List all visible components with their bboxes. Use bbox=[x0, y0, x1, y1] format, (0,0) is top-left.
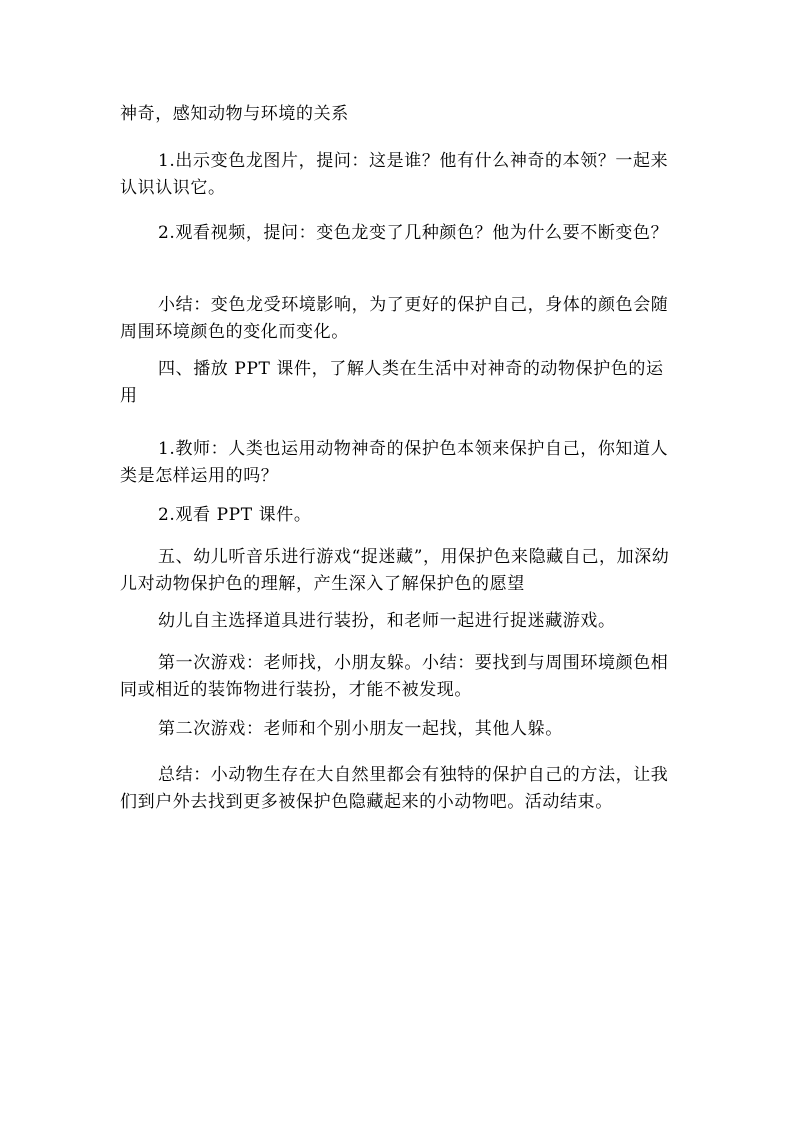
paragraph-conclusion: 总结：小动物生存在大自然里都会有独特的保护自己的方法，让我们到户外去找到更多被保护色隐藏起来的小动物吧。活动结束。 bbox=[120, 765, 669, 812]
paragraph-dress-up: 幼儿自主选择道具进行装扮，和老师一起进行捉迷藏游戏。 bbox=[158, 611, 616, 631]
paragraph-section-four-heading: 四、播放 PPT 课件，了解人类在生活中对神奇的动物保护色的运用 bbox=[120, 359, 664, 406]
paragraph-intro-continuation: 神奇，感知动物与环境的关系 bbox=[120, 104, 349, 124]
paragraph-first-game: 第一次游戏：老师找，小朋友躲。小结：要找到与周围环境颜色相同或相近的装饰物进行装扮，才能不被发现。 bbox=[120, 653, 669, 700]
paragraph-step-2-video: 2.观看视频，提问：变色龙变了几种颜色？他为什么要不断变色？ bbox=[158, 223, 669, 243]
paragraph-teacher-question: 1.教师：人类也运用动物神奇的保护色本领来保护自己，你知道人类是怎样运用的吗？ bbox=[120, 439, 669, 486]
paragraph-section-five-heading: 五、幼儿听音乐进行游戏“捉迷藏”，用保护色来隐藏自己，加深幼儿对动物保护色的理解，产生深入了解保护色的愿望 bbox=[120, 547, 670, 594]
paragraph-summary-chameleon: 小结：变色龙受环境影响，为了更好的保护自己，身体的颜色会随周围环境颜色的变化而变化。 bbox=[120, 295, 669, 342]
paragraph-step-1-image: 1.出示变色龙图片，提问：这是谁？他有什么神奇的本领？一起来认识认识它。 bbox=[120, 151, 669, 198]
paragraph-watch-ppt: 2.观看 PPT 课件。 bbox=[158, 505, 312, 525]
paragraph-second-game: 第二次游戏：老师和个别小朋友一起找，其他人躲。 bbox=[158, 719, 563, 739]
